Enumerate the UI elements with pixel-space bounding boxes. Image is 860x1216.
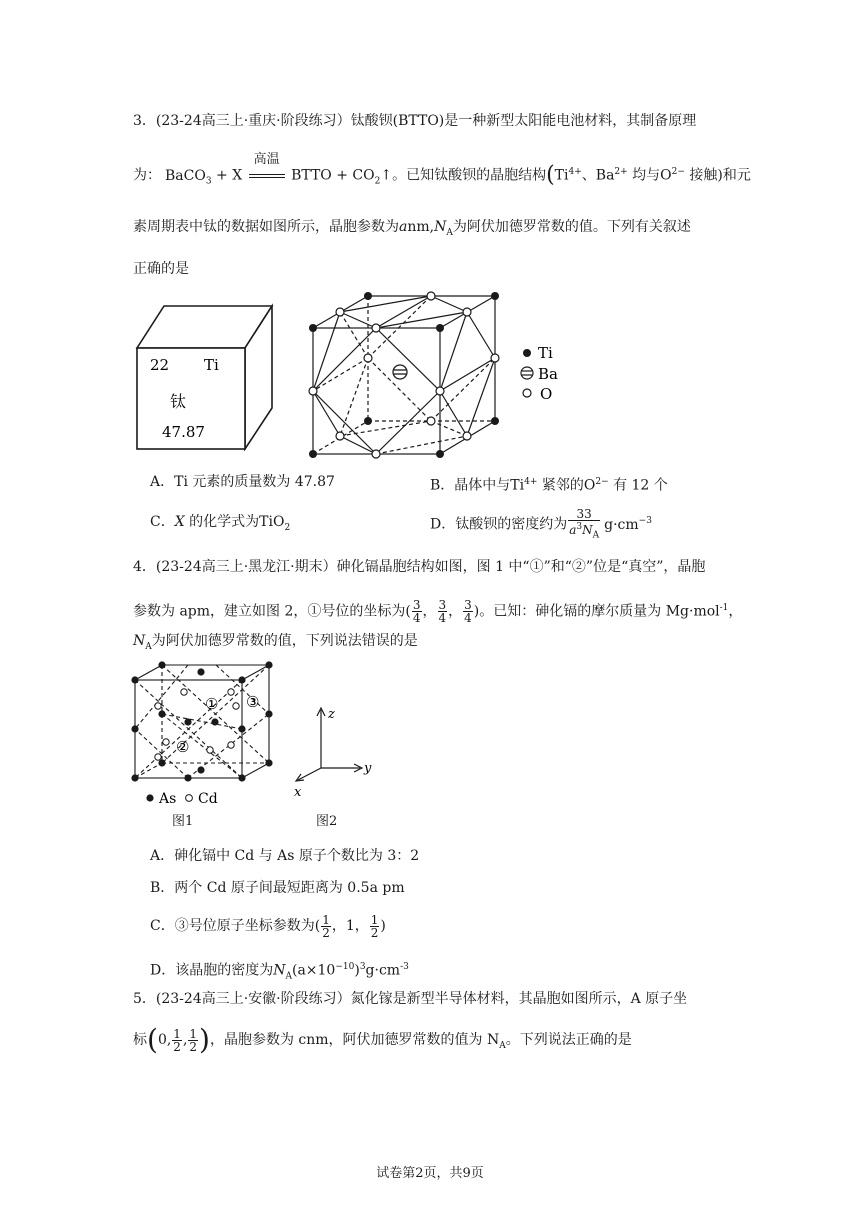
legend-as: As <box>159 791 177 807</box>
q3-option-a[interactable]: A．Ti 元素的质量数为 47.87 <box>150 474 335 490</box>
q4-option-c[interactable]: C．③号位原子坐标参数为( $\frac{1}{2}$ ，1， $\frac{1}{2}$ ) <box>150 912 386 940</box>
axis-z: z <box>328 707 335 722</box>
q5-line2: 标(0, $\frac{1}{2}$ , $\frac{1}{2}$ )，晶胞参数为 cnm，阿伏加德罗常数的值为 $N_A$。下列说法正确的是 <box>133 1023 632 1056</box>
fig2-label: 图2 <box>316 814 338 829</box>
q3-line2: 为： BaCO$_3$ + X 高温 BTTO + $CO_2↑$。已知钛酸钡的晶胞结构($Ti^{4+}$、$Ba^{2+}$ 均与$O^{2-}$ 接触)和元 <box>133 151 751 188</box>
element-box-figure <box>132 296 292 456</box>
q3-line1: 3．(23-24高三上·重庆·阶段练习）钛酸钡(BTTO)是一种新型太阳能电池材料，其制备原理 <box>133 113 697 129</box>
q3-option-c[interactable]: C．X 的化学式为TiO$_2$ <box>150 514 291 533</box>
element-number: 22 <box>150 356 170 374</box>
q4-option-d[interactable]: D．该晶胞的密度为$N_A(a\times 10^{-10})^3g\cdot cm^{-3}$ <box>150 962 409 982</box>
q4-line3: $N_A$为阿伏加德罗常数的值，下列说法错误的是 <box>133 633 418 652</box>
svg-text:②: ② <box>176 738 190 756</box>
batio3-cell-figure <box>300 286 570 462</box>
reaction-condition: 高温 <box>249 166 285 186</box>
q4-line1: 4．(23-24高三上·黑龙江·期末）砷化镉晶胞结构如图，图 1 中“①”和“②”位是“真空”，晶胞 <box>133 559 706 575</box>
page-footer: 试卷第2页，共9页 <box>376 1166 484 1181</box>
fig1-label: 图1 <box>172 814 194 829</box>
legend-ba: Ba <box>538 365 558 383</box>
q3-line4: 正确的是 <box>133 261 189 277</box>
q3-option-b[interactable]: B．晶体中与$Ti^{4+}$ 紧邻的$O^{2-}$ 有 12 个 <box>430 477 668 494</box>
density-fraction: $\frac{33}{a^3N_A}$ <box>569 506 600 541</box>
svg-text:③: ③ <box>246 693 260 711</box>
ba-atom <box>393 365 407 379</box>
element-symbol: Ti <box>204 356 219 374</box>
legend-o: O <box>540 385 553 403</box>
axis-y: y <box>364 761 372 776</box>
axes-figure <box>288 700 378 800</box>
axis-x: x <box>294 785 302 800</box>
q4-option-b[interactable]: B．两个 Cd 原子间最短距离为 0.5a pm <box>150 880 405 896</box>
q3-line3: 素周期表中钛的数据如图所示，晶胞参数为$anm,N_A$为阿伏加德罗常数的值。下列有关叙述 <box>133 219 691 238</box>
q3-option-d[interactable]: D．钛酸钡的密度约为 $\frac{33}{a^3N_A}$ $g\cdot cm^{-3}$ <box>430 506 652 541</box>
cdas-cell-figure <box>126 660 276 820</box>
legend-ti-dot <box>523 349 531 357</box>
element-name: 钛 <box>170 392 187 411</box>
element-mass: 47.87 <box>162 423 205 441</box>
q4-option-a[interactable]: A．砷化镉中 Cd 与 As 原子个数比为 3：2 <box>150 848 420 864</box>
q4-line2: 参数为 apm，建立如图 2，①号位的坐标为( $\frac{3}{4}$ ， $\frac{3}{4}$ ， $\frac{3}{4}$ )。已知：砷化镉的摩尔质量为 Mg·mol$^{-1}$， <box>133 598 743 626</box>
legend-cd: Cd <box>198 791 218 807</box>
legend-ba-dot <box>521 367 533 379</box>
as-atoms <box>131 661 272 781</box>
legend-o-dot <box>523 389 531 397</box>
q5-line1: 5．(23-24高三上·安徽·阶段练习）氮化镓是新型半导体材料，其晶胞如图所示，A 原子坐 <box>133 991 688 1007</box>
legend-ti: Ti <box>538 344 553 362</box>
svg-text:①: ① <box>205 695 219 713</box>
